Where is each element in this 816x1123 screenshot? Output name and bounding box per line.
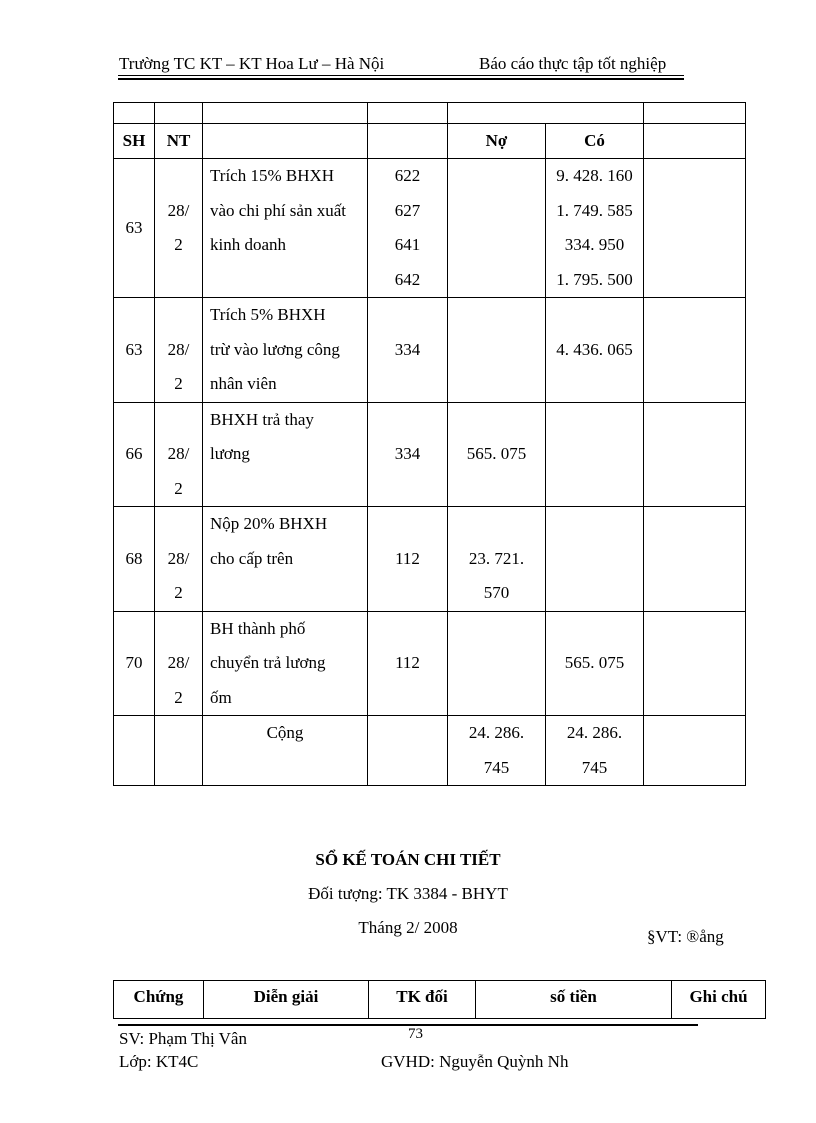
cell-nt: 28/ 2 bbox=[155, 611, 203, 716]
col-header-nt: NT bbox=[155, 124, 203, 159]
col-header-sh: SH bbox=[114, 124, 155, 159]
cell-sh: 66 bbox=[114, 402, 155, 507]
cell-sh: 63 bbox=[114, 159, 155, 298]
ledger-title: SỔ KẾ TOÁN CHI TIẾT bbox=[315, 850, 501, 869]
page-number: 73 bbox=[408, 1026, 423, 1042]
cell-sh: 68 bbox=[114, 507, 155, 612]
cell-debit bbox=[448, 159, 546, 298]
cell-credit: 565. 075 bbox=[546, 611, 644, 716]
table-row bbox=[114, 507, 746, 612]
table-row bbox=[114, 159, 746, 298]
cell-account: 112 bbox=[368, 507, 448, 612]
cell-account: 334 bbox=[368, 298, 448, 403]
footer-student: SV: Phạm Thị Vân bbox=[119, 1029, 247, 1048]
cell-nt: 28/ 2 bbox=[155, 159, 203, 298]
footer-class: Lớp: KT4C bbox=[119, 1052, 199, 1071]
cell-nt: 28/ 2 bbox=[155, 402, 203, 507]
cell-description: Trích 5% BHXH trừ vào lương công nhân viên bbox=[203, 298, 368, 403]
col-header-amount: số tiền bbox=[476, 981, 672, 1019]
cell-credit: 4. 436. 065 bbox=[546, 298, 644, 403]
header-rule bbox=[118, 75, 684, 76]
table-header-spacer-row bbox=[114, 103, 746, 124]
ledger-table-2-header bbox=[113, 980, 766, 1019]
table-header-row bbox=[114, 981, 766, 1019]
cell-description: BHXH trả thay lương bbox=[203, 402, 368, 507]
ledger-table bbox=[113, 102, 746, 786]
cell-nt: 28/ 2 bbox=[155, 507, 203, 612]
cell-sh: 70 bbox=[114, 611, 155, 716]
cell-credit bbox=[546, 402, 644, 507]
ledger-month: Tháng 2/ 2008 bbox=[358, 918, 458, 937]
ledger-subject: Đối tượng: TK 3384 - BHYT bbox=[308, 884, 508, 903]
cell-nt: 28/ 2 bbox=[155, 298, 203, 403]
header-report-title: Báo cáo thực tập tốt nghiệp bbox=[479, 54, 667, 73]
col-header-no: Nợ bbox=[448, 124, 546, 159]
col-header-account: TK đối bbox=[369, 981, 476, 1019]
cell-credit: 9. 428. 160 1. 749. 585 334. 950 1. 795. 500 bbox=[546, 159, 644, 298]
cell-debit bbox=[448, 611, 546, 716]
cell-account: 112 bbox=[368, 611, 448, 716]
table-row bbox=[114, 298, 746, 403]
table-row bbox=[114, 402, 746, 507]
cell-account: 622 627 641 642 bbox=[368, 159, 448, 298]
cell-description: Trích 15% BHXH vào chi phí sản xuất kinh doanh bbox=[203, 159, 368, 298]
cell-credit bbox=[546, 507, 644, 612]
cell-debit bbox=[448, 298, 546, 403]
total-debit: 24. 286. 745 bbox=[448, 716, 546, 786]
total-label: Cộng bbox=[203, 716, 368, 786]
col-header-co: Có bbox=[546, 124, 644, 159]
cell-description: Nộp 20% BHXH cho cấp trên bbox=[203, 507, 368, 612]
col-header-description: Diễn giải bbox=[204, 981, 369, 1019]
cell-debit: 565. 075 bbox=[448, 402, 546, 507]
amount-group-header bbox=[448, 103, 644, 124]
table-row bbox=[114, 611, 746, 716]
header-school: Trường TC KT – KT Hoa Lư – Hà Nội bbox=[119, 54, 385, 73]
cell-description: BH thành phố chuyển trả lương ốm bbox=[203, 611, 368, 716]
col-header-voucher: Chứng bbox=[114, 981, 204, 1019]
table-header-row bbox=[114, 124, 746, 159]
cell-debit: 23. 721. 570 bbox=[448, 507, 546, 612]
cell-sh: 63 bbox=[114, 298, 155, 403]
total-credit: 24. 286. 745 bbox=[546, 716, 644, 786]
cell-account: 334 bbox=[368, 402, 448, 507]
total-row bbox=[114, 716, 746, 786]
header-rule-thick bbox=[118, 78, 684, 80]
col-header-note: Ghi chú bbox=[672, 981, 766, 1019]
unit-label: §VT: ®ång bbox=[647, 927, 724, 946]
footer-teacher: GVHD: Nguyễn Quỳnh Nh bbox=[381, 1052, 569, 1071]
